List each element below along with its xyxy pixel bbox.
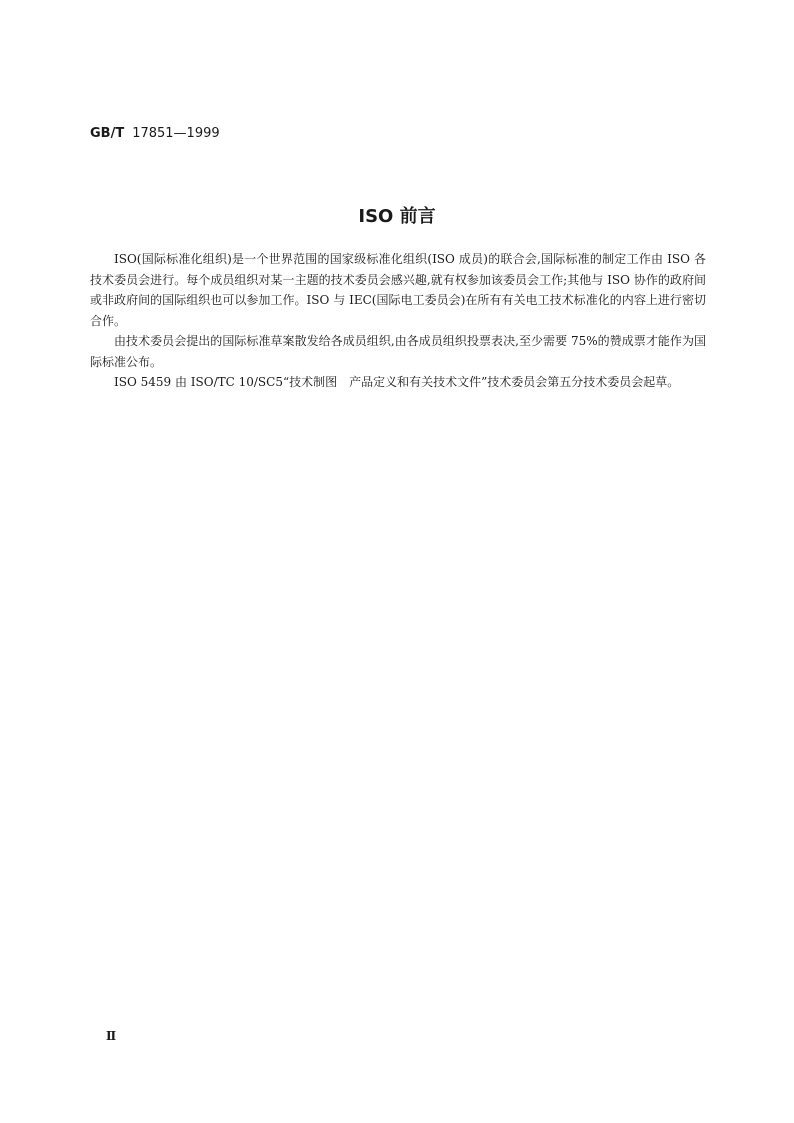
standard-code	[90, 126, 220, 142]
standard-prefix: GB/T	[90, 126, 125, 141]
page-number: Ⅱ	[106, 1029, 117, 1043]
paragraph-voting: 由技术委员会提出的国际标准草案散发给各成员组织,由各成员组织投票表决,至少需要 75%的赞成票才能作为国际标准公布。	[90, 334, 706, 369]
page-title: ISO 前言	[358, 206, 436, 227]
paragraph-iso-organization: ISO(国际标准化组织)是一个世界范围的国家级标准化组织(ISO 成员)的联合会,国际标准的制定工作由 ISO 各技术委员会进行。每个成员组织对某一主题的技术委员会感兴趣,就有权参加该委员会工作;其他与 ISO 协作的政府间或非政府间的国际组织也可以参加工作。ISO 与 IEC(国际电工委员会)在所有有关电工技术标准化的内容上进行密切合作。	[90, 252, 706, 328]
standard-number: 17851—1999	[132, 126, 220, 141]
paragraph-drafting: ISO 5459 由 ISO/TC 10/SC5“技术制图 产品定义和有关技术文件”技术委员会第五分技术委员会起草。	[114, 375, 680, 389]
body-text	[90, 249, 706, 393]
